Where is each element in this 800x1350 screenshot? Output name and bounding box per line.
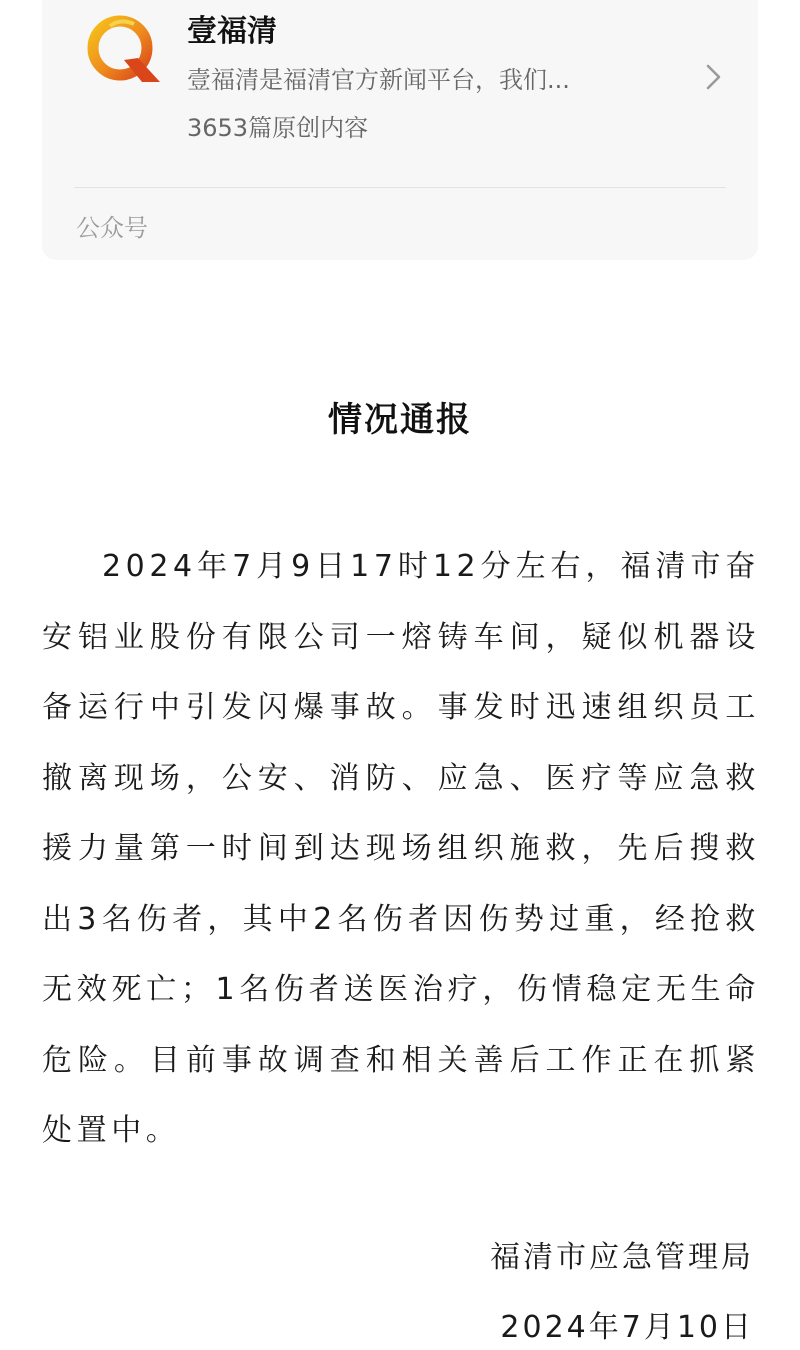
account-card[interactable] — [42, 0, 758, 260]
q-logo-icon[interactable] — [80, 8, 166, 94]
article-title: 情况通报 — [328, 400, 472, 440]
account-type-label: 公众号 — [76, 214, 148, 242]
signature-organization: 福清市应急管理局 — [490, 1240, 754, 1275]
article-count: 3653篇原创内容 — [187, 114, 369, 142]
account-description: 壹福清是福清官方新闻平台，我们... — [187, 66, 570, 94]
divider — [74, 187, 726, 188]
signature-date: 2024年7月10日 — [500, 1310, 754, 1345]
chevron-right-icon[interactable] — [702, 60, 726, 94]
article-body: 2024年7月9日17时12分左右，福清市奋安铝业股份有限公司一熔铸车间，疑似机器设备运行中引发闪爆事故。事发时迅速组织员工撤离现场，公安、消防、应急、医疗等应急救援力量第一时间到达现场组织施救，先后搜救出3名伤者，其中2名伤者因伤势过重，经抢救无效死亡；1名伤者送医治疗，伤情稳定无生命危险。目前事故调查和相关善后工作正在抓紧处置中。 — [42, 549, 760, 1148]
account-name[interactable]: 壹福清 — [187, 14, 277, 49]
